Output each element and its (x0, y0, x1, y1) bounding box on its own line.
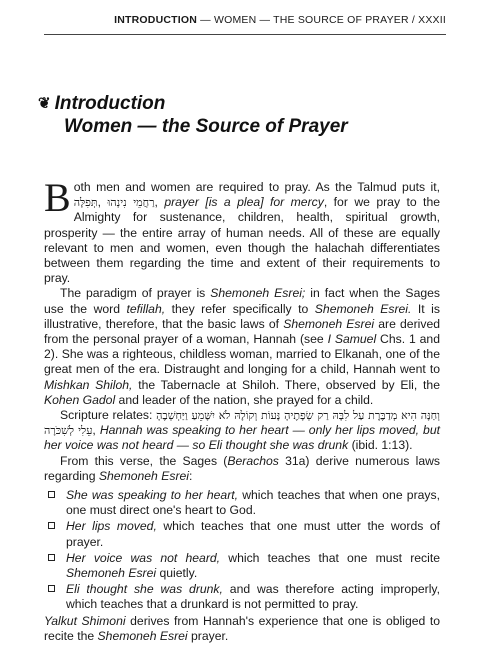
text: and leader of the nation, she prayed for a child. (115, 392, 374, 407)
running-header (114, 14, 446, 26)
title-subtitle: Women — the Source of Prayer (64, 116, 348, 137)
text: and was therefore acting improperly, which teaches that a drunkard is not permitted to pray. (66, 582, 440, 612)
title-line-1 (38, 92, 438, 115)
text: , (97, 195, 108, 210)
italic-text: Berachos (227, 453, 279, 468)
list-item (44, 551, 440, 581)
italic-text: Her voice was not heard, (66, 550, 221, 565)
list-item (44, 488, 440, 518)
text: From this verse, the Sages ( (60, 453, 228, 468)
checkbox-square-icon (48, 585, 55, 592)
italic-text: Yalkut Shimoni (44, 613, 126, 628)
italic-text: I Samuel (327, 332, 377, 347)
checkbox-square-icon (48, 491, 55, 498)
body-text (44, 175, 441, 644)
text: Scripture relates: (60, 408, 157, 423)
italic-text: tefillah, (126, 301, 166, 316)
italic-text: Mishkan Shiloh, (44, 377, 133, 392)
paragraph-1 (44, 175, 440, 286)
hebrew-rachamei: רַחֲמֵי נִינְהוּ (107, 196, 155, 210)
list-item (44, 519, 440, 549)
header-rule (44, 34, 446, 35)
italic-text: Shemoneh Esrei (66, 566, 157, 581)
header-rest: — WOMEN — THE SOURCE OF PRAYER / XXXII (197, 14, 446, 26)
italic-text: Shemoneh Esrei; (210, 286, 306, 301)
paragraph-3 (44, 408, 440, 454)
text: they refer specifically to (165, 301, 315, 316)
text: derives from Hannah's experience that one is obliged to recite the (44, 613, 441, 643)
text: which teaches that when one prays, one must direct one's heart to God. (66, 488, 440, 518)
text: (ibid. 1:13). (348, 438, 413, 453)
fleuron-icon: ❦ (38, 95, 51, 112)
text: which teaches that one must utter the words of prayer. (66, 519, 440, 549)
italic-text: She was speaking to her heart, (66, 488, 239, 503)
closing-paragraph (44, 614, 440, 644)
italic-text: prayer [is a plea] for mercy (164, 195, 324, 210)
italic-text: Shemoneh Esrei (98, 468, 189, 483)
text: Chs. 1 and 2). She was a righteous, childless woman, married to Elkanah, one of the great men of the era. Distraught and longing for a child, Hannah went to (44, 332, 440, 377)
italic-text: Hannah was speaking to her heart — only her lips moved, but her voice was not heard — so Eli thought she was drunk (44, 423, 441, 453)
checkbox-square-icon (48, 554, 55, 561)
closing-block (44, 614, 440, 644)
text: The paradigm of prayer is (60, 286, 211, 301)
text: quietly. (156, 566, 198, 581)
hebrew-verse: וְחַנָּה הִיא מְדַבֶּרֶת עַל לִבָּהּ רַק שְׂפָתֶיהָ נָּעוֹת וְקוֹלָהּ לֹא יִשָּׁמֵעַ וַיַּחְשְׁבֶהָ עֵלִי לְשִׁכֹּרָה (44, 409, 440, 438)
text: are derived from the personal prayer of a woman, Hannah (see (44, 316, 440, 347)
header-section: INTRODUCTION (114, 14, 198, 26)
text: , (92, 423, 100, 438)
text: It is illustrative, therefore, that the basic laws of (44, 301, 440, 331)
italic-text: Shemoneh Esrei (283, 316, 375, 331)
list-item (44, 582, 440, 612)
paragraph-4 (44, 454, 440, 484)
drop-cap: B (44, 175, 71, 220)
text: 31a) derive numerous laws regarding (44, 453, 440, 483)
text: prayer. (187, 628, 229, 643)
italic-text: Shemoneh Esrei (97, 628, 188, 643)
text: which teaches that one must recite (220, 550, 440, 565)
laws-list (44, 488, 440, 613)
text: in fact when the Sages use the word (44, 286, 440, 316)
text: , (154, 195, 165, 210)
text: the Tabernacle at Shiloh. There, observed by Eli, the (132, 377, 440, 392)
text: , for we pray to the Almighty for sustenance, children, health, spiritual growth, prosperity — the entire array of human needs. All of these are equally relevant to men and women, even though the halachah differentiates between them regarding the time and extent of their requirements to pray. (44, 195, 440, 286)
checkbox-square-icon (48, 522, 55, 529)
italic-text: Her lips moved, (66, 519, 157, 534)
italic-text: Eli thought she was drunk, (66, 582, 223, 597)
italic-text: Kohen Gadol (44, 392, 116, 407)
hebrew-tefillah: תְּפִלָּה (73, 196, 98, 210)
text: oth men and women are required to pray. As the Talmud puts it, (73, 180, 440, 194)
title-introduction: Introduction (54, 93, 166, 114)
paragraph-2 (44, 286, 440, 408)
chapter-title (38, 92, 438, 138)
italic-text: Shemoneh Esrei. (314, 301, 412, 316)
text: : (189, 468, 193, 483)
